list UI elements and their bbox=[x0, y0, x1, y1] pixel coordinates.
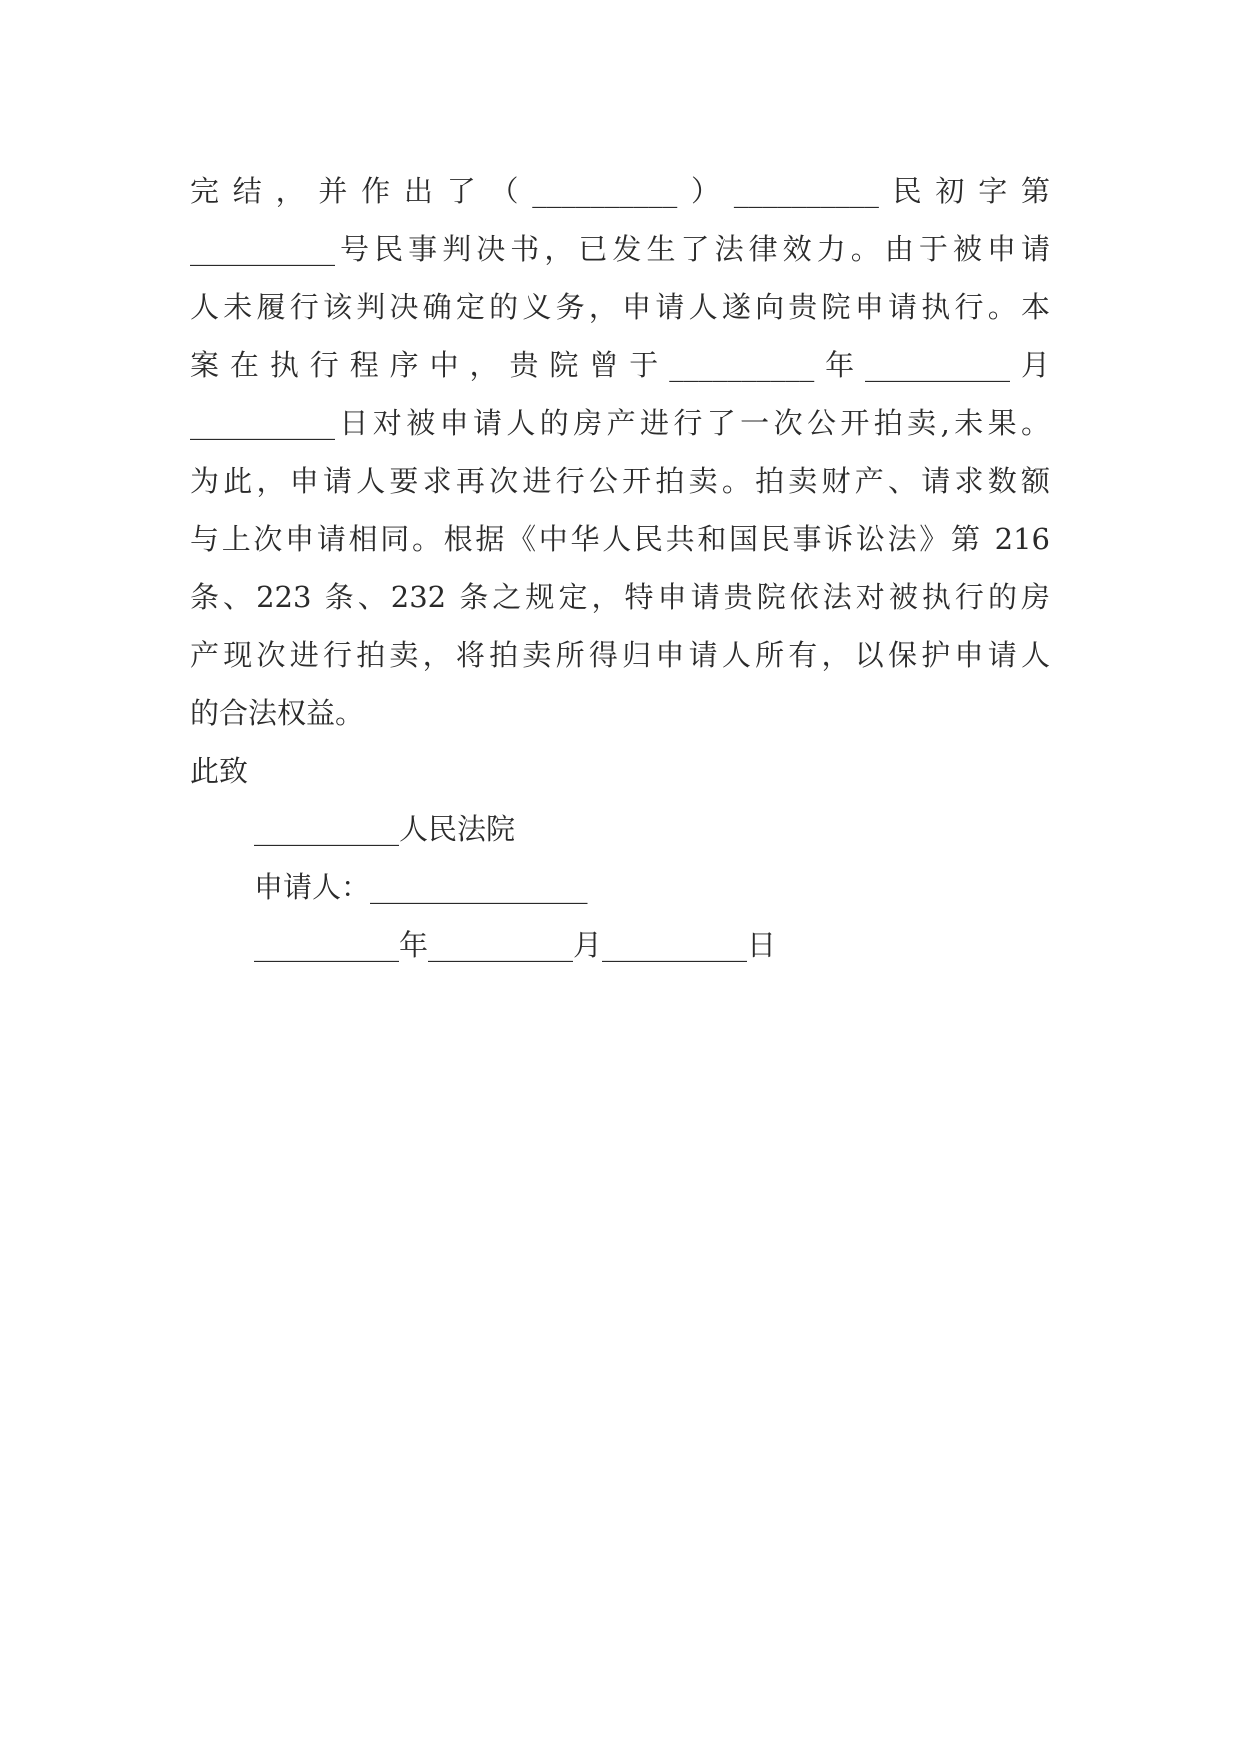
paragraph-line: 案在执行程序中，贵院曾于__________年__________月 bbox=[190, 348, 1050, 382]
applicant-line: 申请人：_______________ bbox=[254, 870, 588, 904]
court-name-line: __________人民法院 bbox=[254, 812, 516, 846]
paragraph-line: 完结，并作出了（__________）__________民初字第 bbox=[190, 174, 1050, 208]
paragraph-line: 的合法权益。 bbox=[190, 696, 365, 730]
paragraph-line: 产现次进行拍卖，将拍卖所得归申请人所有，以保护申请人 bbox=[190, 638, 1050, 672]
signature-block bbox=[254, 800, 776, 974]
paragraph-line: 人未履行该判决确定的义务，申请人遂向贵院申请执行。本 bbox=[190, 290, 1050, 324]
paragraph-line: 条、223 条、232 条之规定，特申请贵院依法对被执行的房 bbox=[190, 580, 1050, 614]
paragraph-line: __________日对被申请人的房产进行了一次公开拍卖,未果。 bbox=[190, 406, 1050, 440]
paragraph-line: 为此，申请人要求再次进行公开拍卖。拍卖财产、请求数额 bbox=[190, 464, 1050, 498]
paragraph-line: __________号民事判决书，已发生了法律效力。由于被申请 bbox=[190, 232, 1050, 266]
paragraph-line: 与上次申请相同。根据《中华人民共和国民事诉讼法》第 216 bbox=[190, 522, 1050, 556]
closing-salutation: 此致 bbox=[190, 754, 249, 788]
date-line: __________年__________月__________日 bbox=[254, 928, 777, 962]
body-paragraph bbox=[190, 162, 1050, 742]
